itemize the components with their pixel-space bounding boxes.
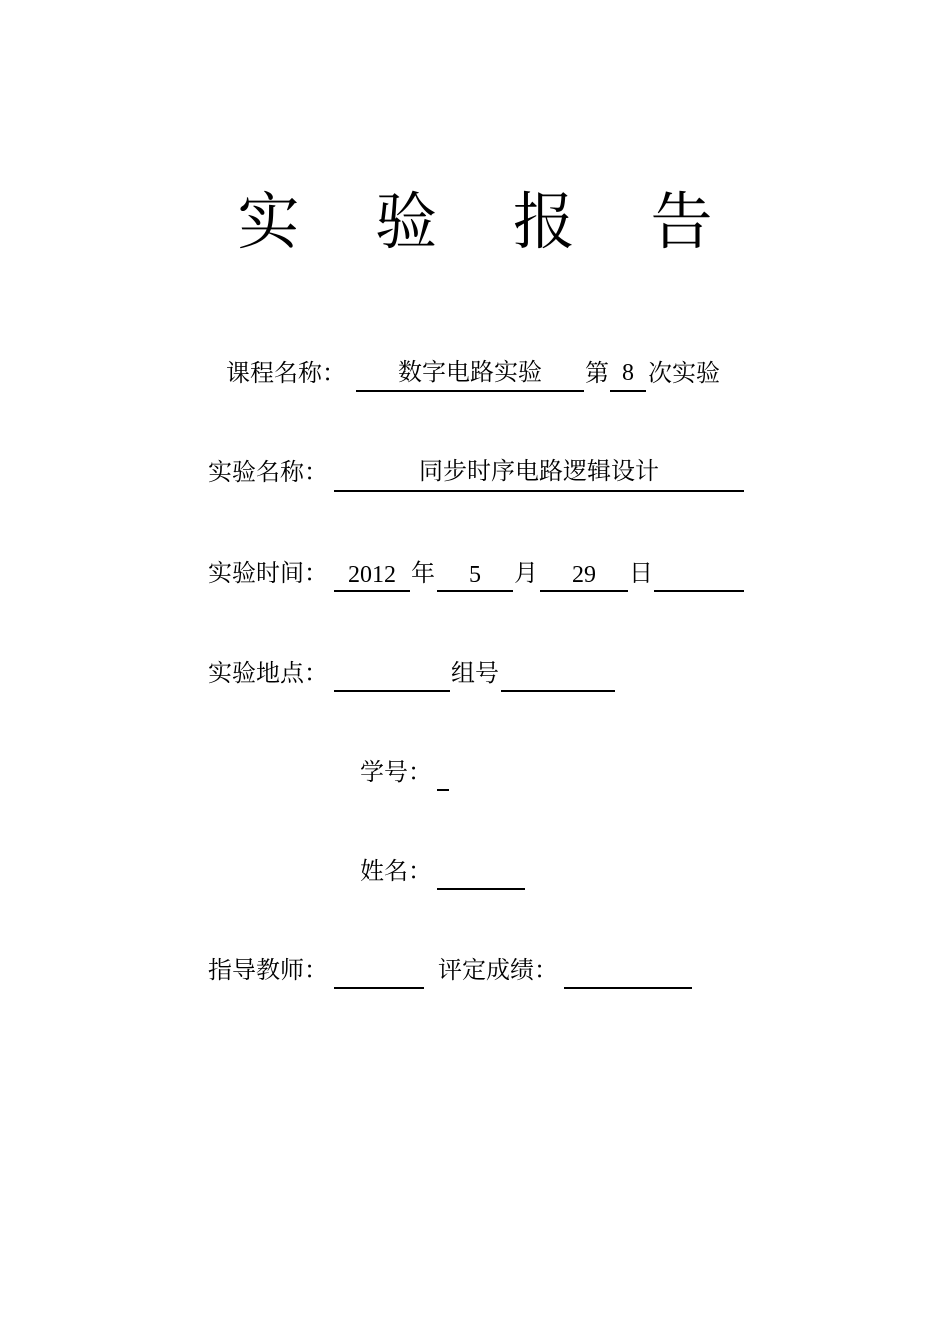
time-year-unit: 年 xyxy=(411,559,435,587)
course-nth-prefix: 第 xyxy=(585,359,609,387)
student-id-underline xyxy=(437,789,449,791)
location-underline xyxy=(334,690,450,692)
teacher-label: 指导教师： xyxy=(208,956,328,984)
group-label: 组号 xyxy=(451,659,499,687)
name-label: 姓名： xyxy=(360,857,432,885)
course-nth-underline xyxy=(610,390,646,392)
teacher-underline xyxy=(334,987,424,989)
course-label: 课程名称： xyxy=(226,359,346,387)
time-year-underline xyxy=(334,590,410,592)
student-id-label: 学号： xyxy=(360,758,432,786)
time-day-underline xyxy=(540,590,628,592)
grade-underline xyxy=(564,987,692,989)
group-underline xyxy=(501,690,615,692)
time-month-unit: 月 xyxy=(514,559,538,587)
time-label: 实验时间： xyxy=(208,559,328,587)
grade-label: 评定成绩： xyxy=(438,956,558,984)
experiment-underline xyxy=(334,490,744,492)
time-trailing-underline xyxy=(654,590,744,592)
experiment-value: 同步时序电路逻辑设计 xyxy=(419,459,659,485)
time-day: 29 xyxy=(572,562,596,588)
time-month-underline xyxy=(437,590,513,592)
report-title: 实 验 报 告 xyxy=(237,185,741,258)
course-nth-suffix: 次实验 xyxy=(648,359,720,387)
location-label: 实验地点： xyxy=(208,659,328,687)
name-underline xyxy=(437,888,525,890)
course-underline xyxy=(356,390,584,392)
time-month: 5 xyxy=(469,562,481,588)
course-nth-value: 8 xyxy=(622,360,634,386)
time-day-unit: 日 xyxy=(629,559,653,587)
experiment-label: 实验名称： xyxy=(208,458,328,486)
course-value: 数字电路实验 xyxy=(398,360,542,386)
time-year: 2012 xyxy=(348,562,396,588)
